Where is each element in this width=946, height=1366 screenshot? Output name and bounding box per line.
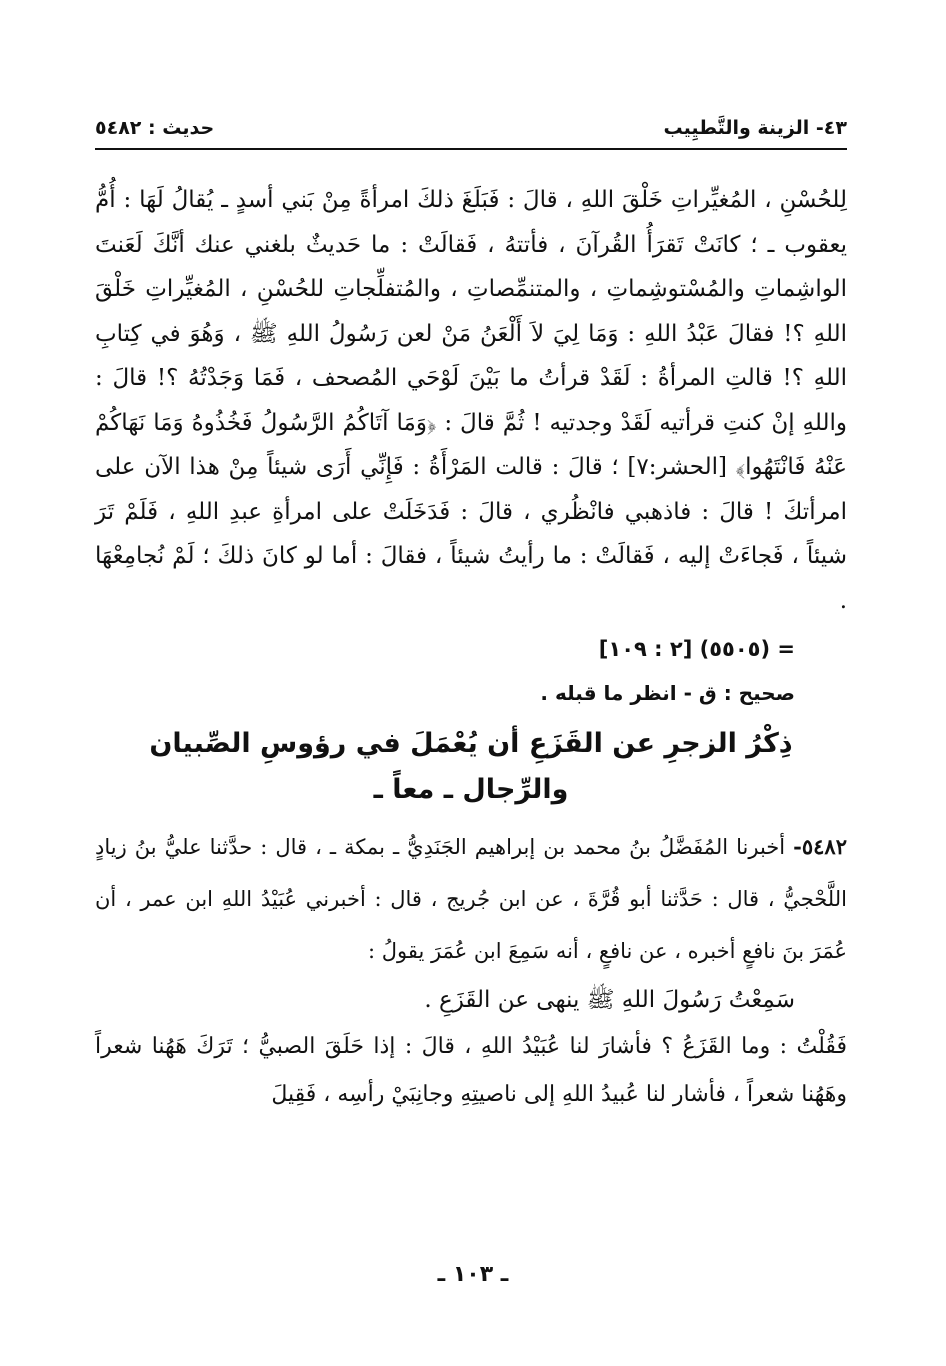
section-title-line-2: والرِّجال ـ معاً ـ <box>373 774 569 805</box>
hadith-reference: حديث : ٥٤٨٢ <box>95 117 215 139</box>
hadith-text <box>95 821 847 977</box>
final-paragraph: فَقُلْتُ : وما القَزَعُ ؟ فأشارَ لنا عُبَيْدُ اللهِ ، قالَ : إذا حَلَقَ الصبيُّ ؛ تَرَكَ هَهُنا شعراً وهَهُنا شعراً ، فأشار لنا عُبيدُ اللهِ إلى ناصيتِهِ وجانِبَيْ رأسِه ، فَقِيلَ <box>95 1034 848 1107</box>
chapter-title: ٤٣- الزينة والتَّطيِيب <box>663 117 847 139</box>
page-number: ـ ١٠٣ ـ <box>437 1262 509 1287</box>
page-header <box>95 108 847 150</box>
cross-reference: = (٥٥٠٥) [٢ : ١٠٩] <box>598 637 795 661</box>
grading-note: صحيح : ق - انظر ما قبله . <box>540 681 795 705</box>
prophet-quote: سَمِعْتُ رَسُولَ اللهِ ﷺ ينهى عن القَزَعِ . <box>424 987 795 1013</box>
section-title <box>95 721 847 813</box>
hadith-number: ٥٤٨٢- <box>793 834 847 859</box>
main-paragraph: لِلحُسْنِ ، المُغيِّراتِ خَلْقَ اللهِ ، قالَ : فَبَلَغَ ذلكَ امرأةً مِنْ بَني أسدٍ ـ يُقالُ لَهَا : أُمُّ يعقوب ـ ؛ كانَتْ تَقرَأُ القُرآنَ ، فأتتهُ ، فَقالَتْ : ما حَديثٌ بلغني عنك أنَّكَ لَعَنتَ الواشِماتِ والمُسْتوشِماتِ ، والمتنمِّصاتِ ، والمُتفلِّجاتِ للحُسْنِ ، المُغيِّراتِ خَلْقَ اللهِ ؟! فقالَ عَبْدُ اللهِ : وَمَا لِيَ لاَ أَلْعَنُ مَنْ لعن رَسُولُ اللهِ ﷺ ، وَهُوَ في كِتابِ اللهِ ؟! قالتِ المرأةُ : لَقَدْ قرأتُ ما بَيْنَ لَوْحَي المُصحف ، فَمَا وَجَدْتُهُ ؟! قالَ : واللهِ إنْ كنتِ قرأتيه لَقَدْ وجدتيه ! ثُمَّ قالَ : ﴿وَمَا آتَاكُمُ الرَّسُولُ فَخُذُوهُ وَمَا نَهَاكُمْ عَنْهُ فَانْتَهُوا﴾ [الحشر:٧] ؛ قالَ : قالت المَرْأَةُ : فَإِنِّي أَرَى شيئاً مِنْ هذا الآن على امرأتكَ ! قالَ : فاذهبي فانْظُري ، قالَ : فَدَخَلَتْ على امرأةِ عبدِ اللهِ ، فَلَمْ تَرَ شيئاً ، فَجاءَتْ إليه ، فَقالَتْ : ما رأيتُ شيئاً ، فقالَ : أما لو كانَ ذلكَ ؛ لَمْ نُجامِعْهَا . <box>95 187 847 614</box>
hadith-chain: أخبرنا المُفَضَّلُ بنُ محمد بن إبراهيم الجَنَدِيُّ ـ بمكة ـ ، قال : حدَّثنا عليُّ بنُ زيادٍ اللَّحْجيُّ ، قال : حَدَّثنا أبو قُرَّةَ ، عن ابن جُريج ، قال : أخبرني عُبَيْدُ اللهِ ابن عمر ، أن عُمَرَ بنَ نافعٍ أخبره ، عن نافعٍ ، أنه سَمِعَ ابن عُمَرَ يقولُ : <box>95 835 847 963</box>
section-title-line-1: ذِكْرُ الزجرِ عن القَزَعِ أن يُعْمَلَ في رؤوسِ الصِّبيان <box>149 728 793 759</box>
page-body <box>95 178 847 1119</box>
